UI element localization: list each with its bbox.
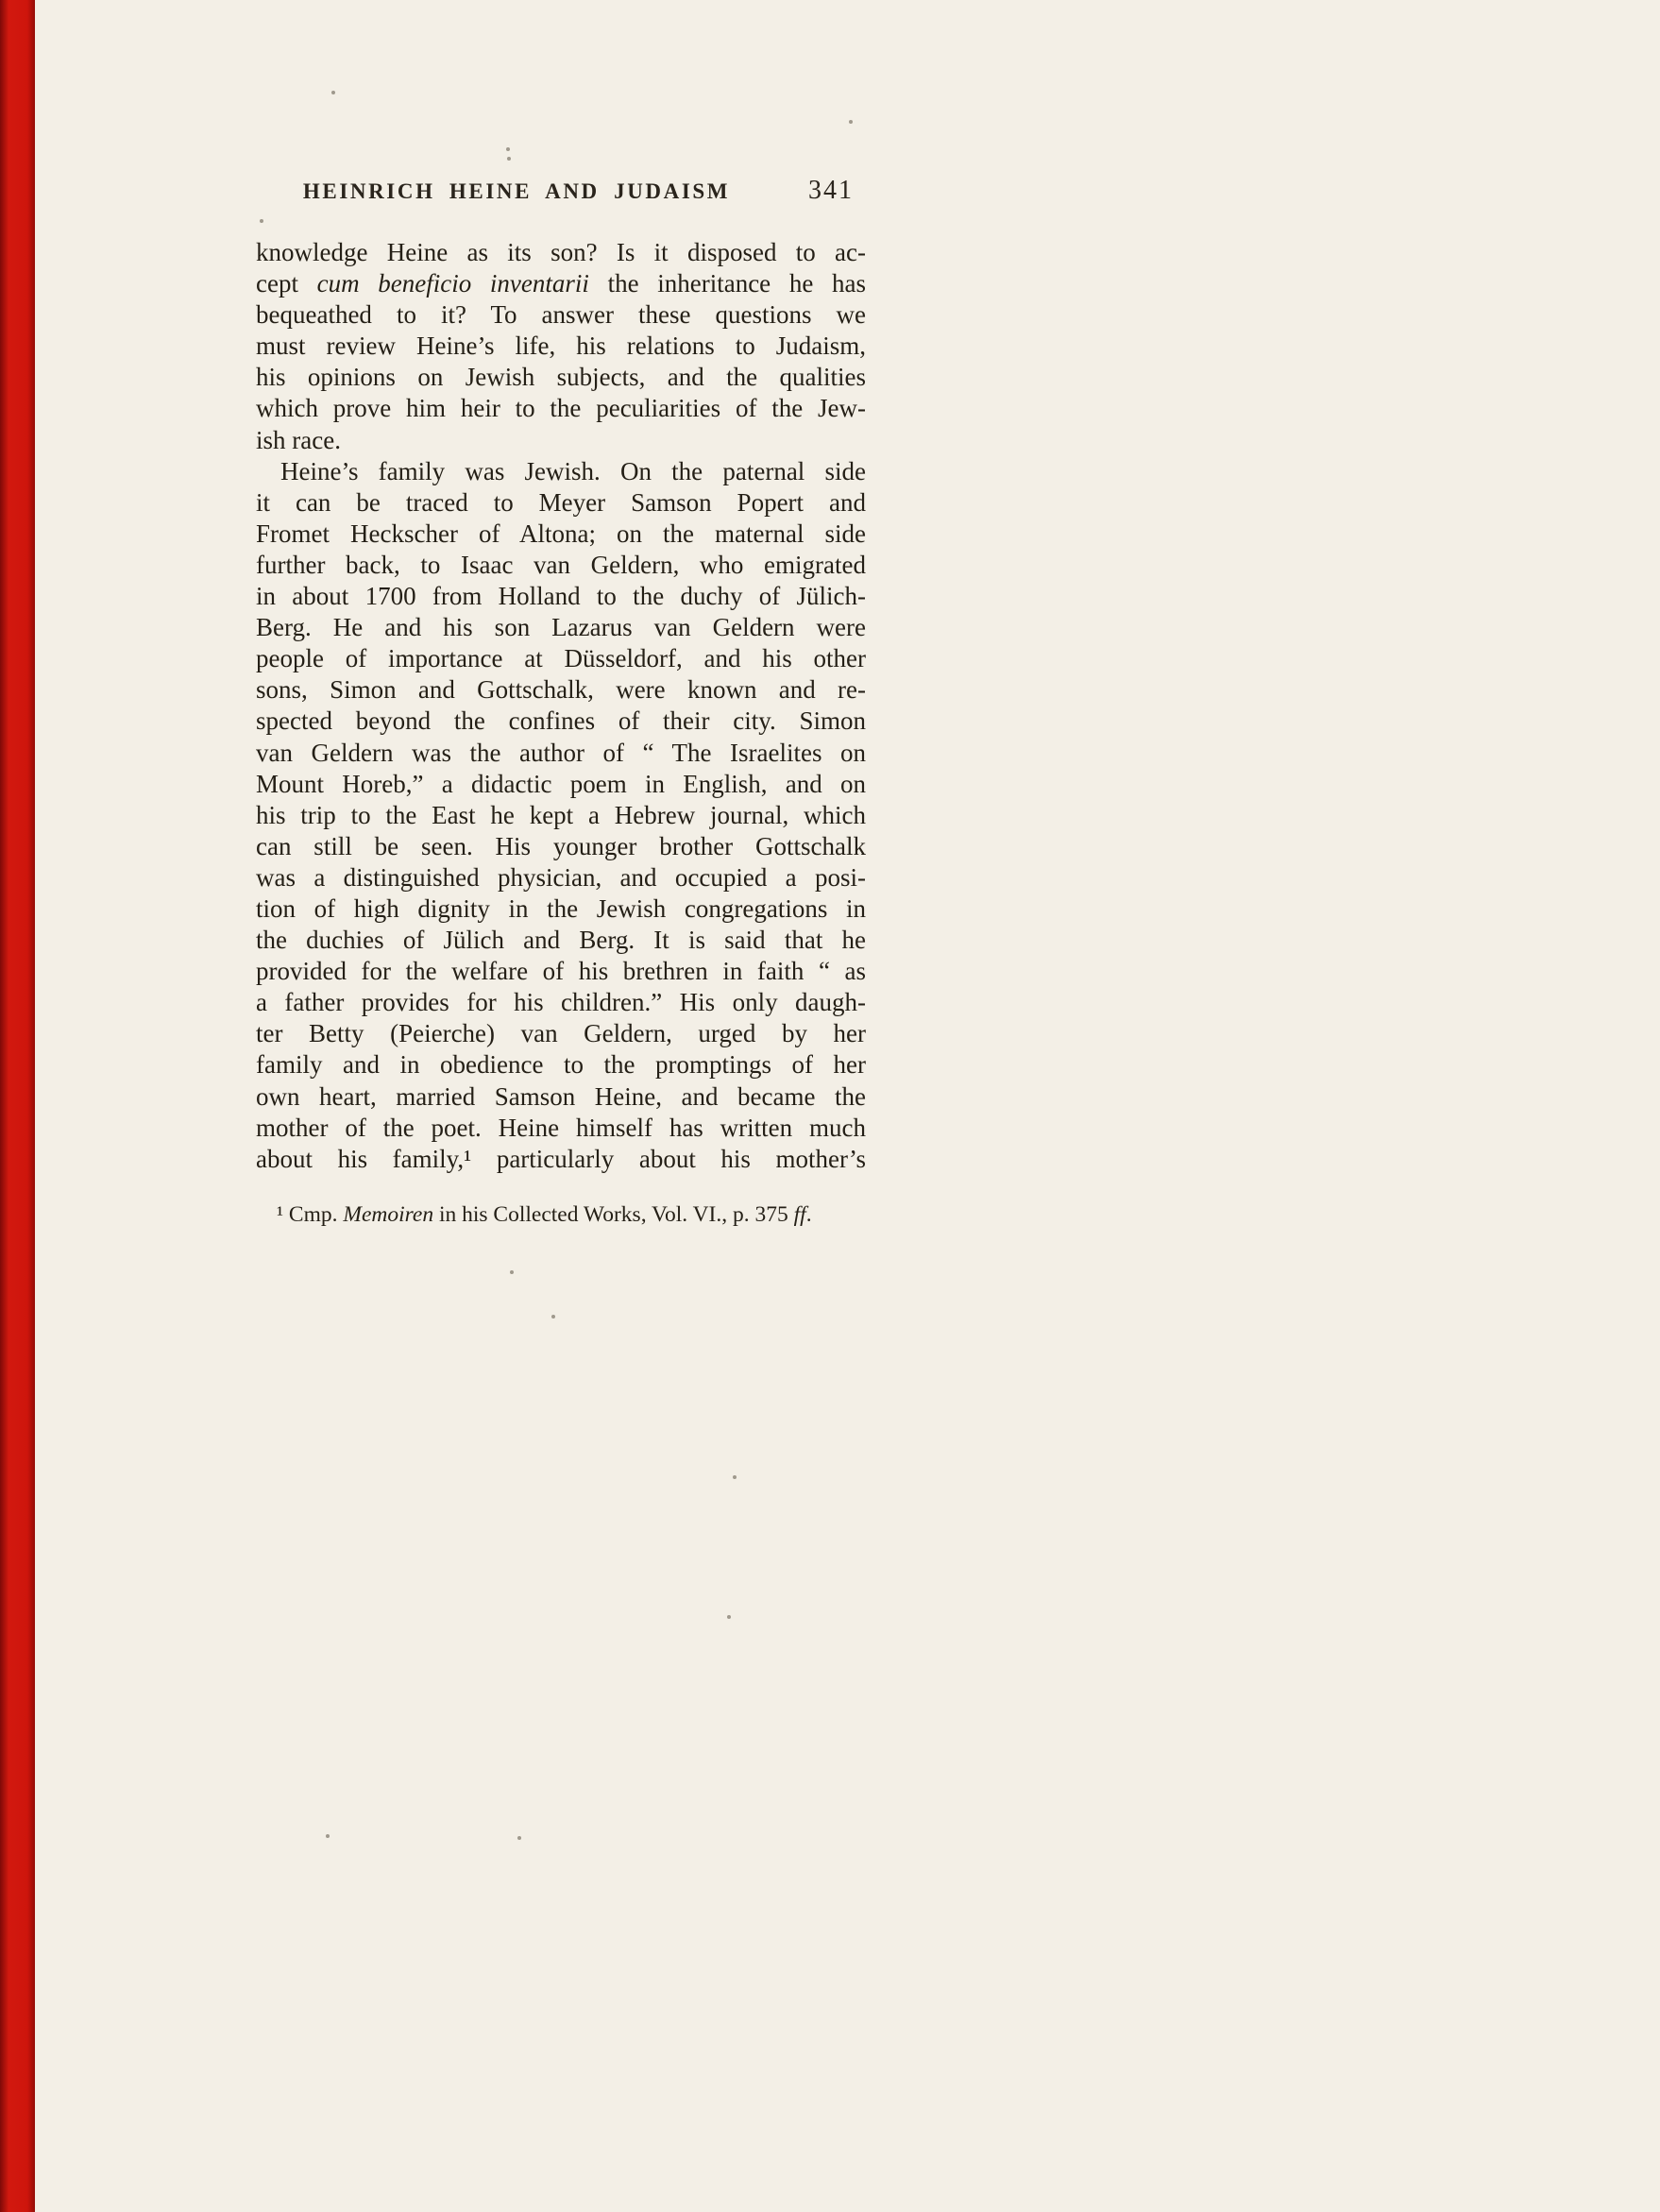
text-line: was a distinguished physician, and occupied a posi-	[256, 862, 866, 892]
scan-speck	[507, 157, 511, 161]
text-line: sons, Simon and Gottschalk, were known and re-	[256, 675, 866, 705]
text-line: Heine’s family was Jewish. On the paternal side	[280, 456, 866, 485]
text-line: which prove him heir to the peculiarities of the Jew-	[256, 394, 866, 423]
book-binding-stripe	[0, 0, 35, 2212]
scan-speck	[331, 91, 335, 94]
text-line: must review Heine’s life, his relations to Judaism,	[256, 332, 866, 361]
text-line: mother of the poet. Heine himself has written much	[256, 1113, 866, 1142]
scan-speck	[733, 1475, 737, 1479]
text-line: bequeathed to it? To answer these questions we	[256, 300, 866, 330]
text-line: spected beyond the confines of their city. Simon	[256, 706, 866, 736]
text-line: van Geldern was the author of “ The Israelites on	[256, 738, 866, 767]
text-line: ter Betty (Peierche) van Geldern, urged by her	[256, 1019, 866, 1048]
scan-speck	[551, 1315, 555, 1319]
text-line: tion of high dignity in the Jewish congregations in	[256, 893, 866, 923]
text-line: the duchies of Jülich and Berg. It is said that he	[256, 926, 866, 955]
scan-speck	[260, 219, 263, 223]
scan-speck	[510, 1270, 514, 1274]
text-line: his opinions on Jewish subjects, and the qualities	[256, 363, 866, 392]
text-line: family and in obedience to the promptings of her	[256, 1050, 866, 1080]
text-line: further back, to Isaac van Geldern, who emigrated	[256, 550, 866, 579]
text-line: people of importance at Düsseldorf, and his other	[256, 644, 866, 673]
text-line: about his family,¹ particularly about his mother’s	[256, 1144, 866, 1173]
scan-speck	[517, 1836, 521, 1840]
body-text	[256, 237, 866, 1175]
text-line: Berg. He and his son Lazarus van Geldern were	[256, 613, 866, 642]
text-line: Fromet Heckscher of Altona; on the maternal side	[256, 519, 866, 548]
scan-speck	[326, 1834, 330, 1838]
text-line: knowledge Heine as its son? Is it disposed to ac-	[256, 238, 866, 266]
text-line: Mount Horeb,” a didactic poem in English, and on	[256, 769, 866, 798]
text-line: own heart, married Samson Heine, and became the	[256, 1081, 866, 1111]
text-line: in about 1700 from Holland to the duchy of Jülich-	[256, 582, 866, 611]
footnote-text: ¹ Cmp. Memoiren in his Collected Works, Vol. VI., p. 375 ff.	[277, 1202, 812, 1227]
text-line: can still be seen. His younger brother Gottschalk	[256, 831, 866, 860]
text-line: cept cum beneficio inventarii the inheritance he has	[256, 269, 866, 298]
page-header	[257, 176, 867, 217]
text-line: a father provides for his children.” His only daugh-	[256, 988, 866, 1017]
text-line: provided for the welfare of his brethren in faith “ as	[256, 957, 866, 986]
scan-speck	[506, 147, 510, 151]
text-line: it can be traced to Meyer Samson Popert and	[256, 487, 866, 517]
text-line: ish race.	[256, 425, 341, 454]
scan-speck	[727, 1615, 731, 1619]
running-title: HEINRICH HEINE AND JUDAISM	[302, 179, 731, 203]
scan-speck	[849, 120, 853, 124]
text-line: his trip to the East he kept a Hebrew journal, which	[256, 800, 866, 829]
page-number: 341	[808, 176, 854, 205]
